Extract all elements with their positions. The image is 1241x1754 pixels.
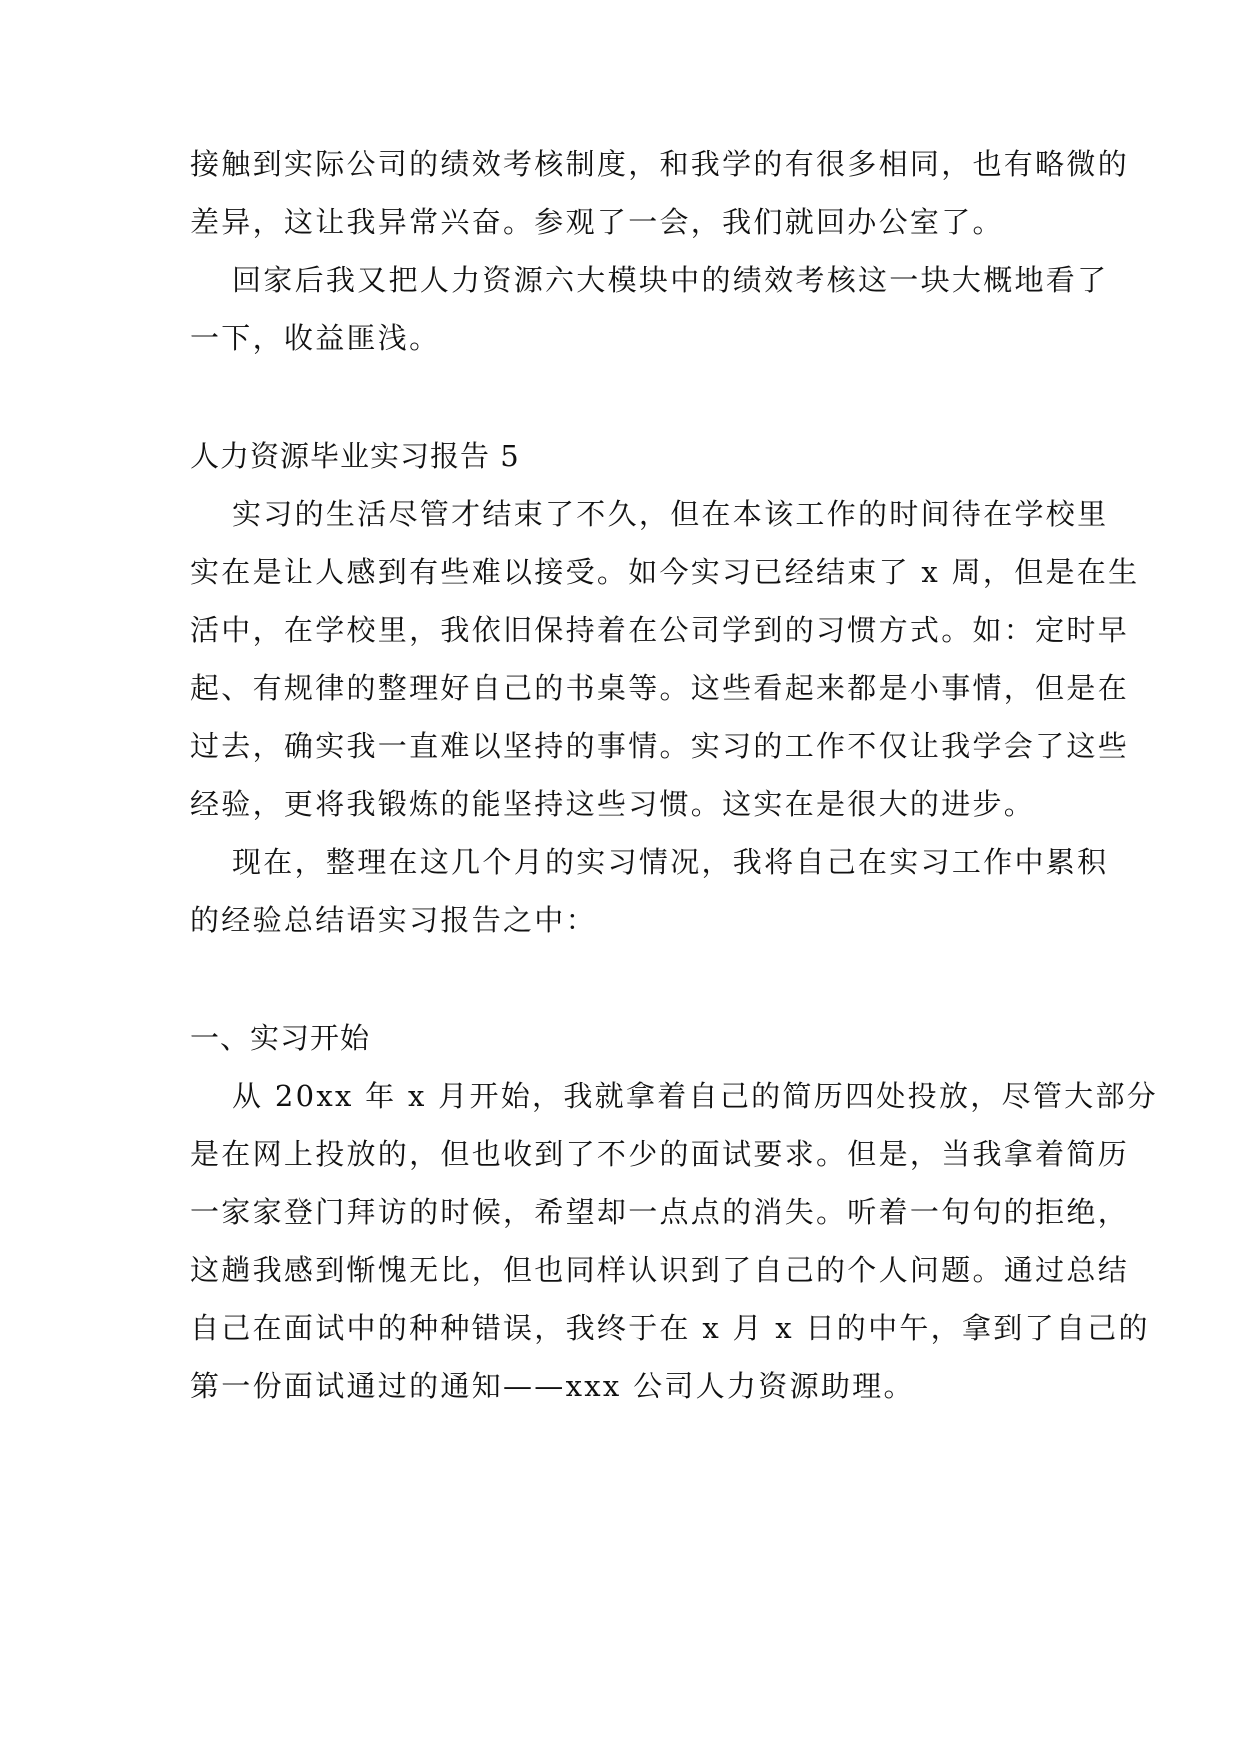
paragraph-line: 接触到实际公司的绩效考核制度，和我学的有很多相同，也有略微的 [190, 147, 1130, 181]
paragraph-line: 活中，在学校里，我依旧保持着在公司学到的习惯方式。如：定时早 [190, 613, 1130, 647]
paragraph-line: 回家后我又把人力资源六大模块中的绩效考核这一块大概地看了 [232, 263, 1109, 297]
paragraph-line: 第一份面试通过的通知——xxx 公司人力资源助理。 [190, 1369, 915, 1403]
paragraph-line: 起、有规律的整理好自己的书桌等。这些看起来都是小事情，但是在 [190, 671, 1130, 705]
section-heading: 一、实习开始 [190, 1021, 371, 1055]
paragraph-line: 现在，整理在这几个月的实习情况，我将自己在实习工作中累积 [232, 845, 1109, 879]
paragraph-line: 是在网上投放的，但也收到了不少的面试要求。但是，当我拿着简历 [190, 1137, 1130, 1171]
paragraph-line: 从 20xx 年 x 月开始，我就拿着自己的简历四处投放，尽管大部分 [232, 1079, 1159, 1113]
paragraph-line: 的经验总结语实习报告之中： [190, 903, 597, 937]
paragraph-line: 一下，收益匪浅。 [190, 321, 441, 355]
section-heading: 人力资源毕业实习报告 5 [190, 439, 520, 473]
paragraph-line: 一家家登门拜访的时候，希望却一点点的消失。听着一句句的拒绝， [190, 1195, 1130, 1229]
paragraph-line: 过去，确实我一直难以坚持的事情。实习的工作不仅让我学会了这些 [190, 729, 1130, 763]
paragraph-line: 自己在面试中的种种错误，我终于在 x 月 x 日的中午，拿到了自己的 [190, 1311, 1150, 1345]
paragraph-line: 这趟我感到惭愧无比，但也同样认识到了自己的个人问题。通过总结 [190, 1253, 1130, 1287]
paragraph-line: 实习的生活尽管才结束了不久，但在本该工作的时间待在学校里 [232, 497, 1109, 531]
paragraph-line: 差异，这让我异常兴奋。参观了一会，我们就回办公室了。 [190, 205, 1004, 239]
paragraph-line: 实在是让人感到有些难以接受。如今实习已经结束了 x 周，但是在生 [190, 555, 1140, 589]
paragraph-line: 经验，更将我锻炼的能坚持这些习惯。这实在是很大的进步。 [190, 787, 1036, 821]
